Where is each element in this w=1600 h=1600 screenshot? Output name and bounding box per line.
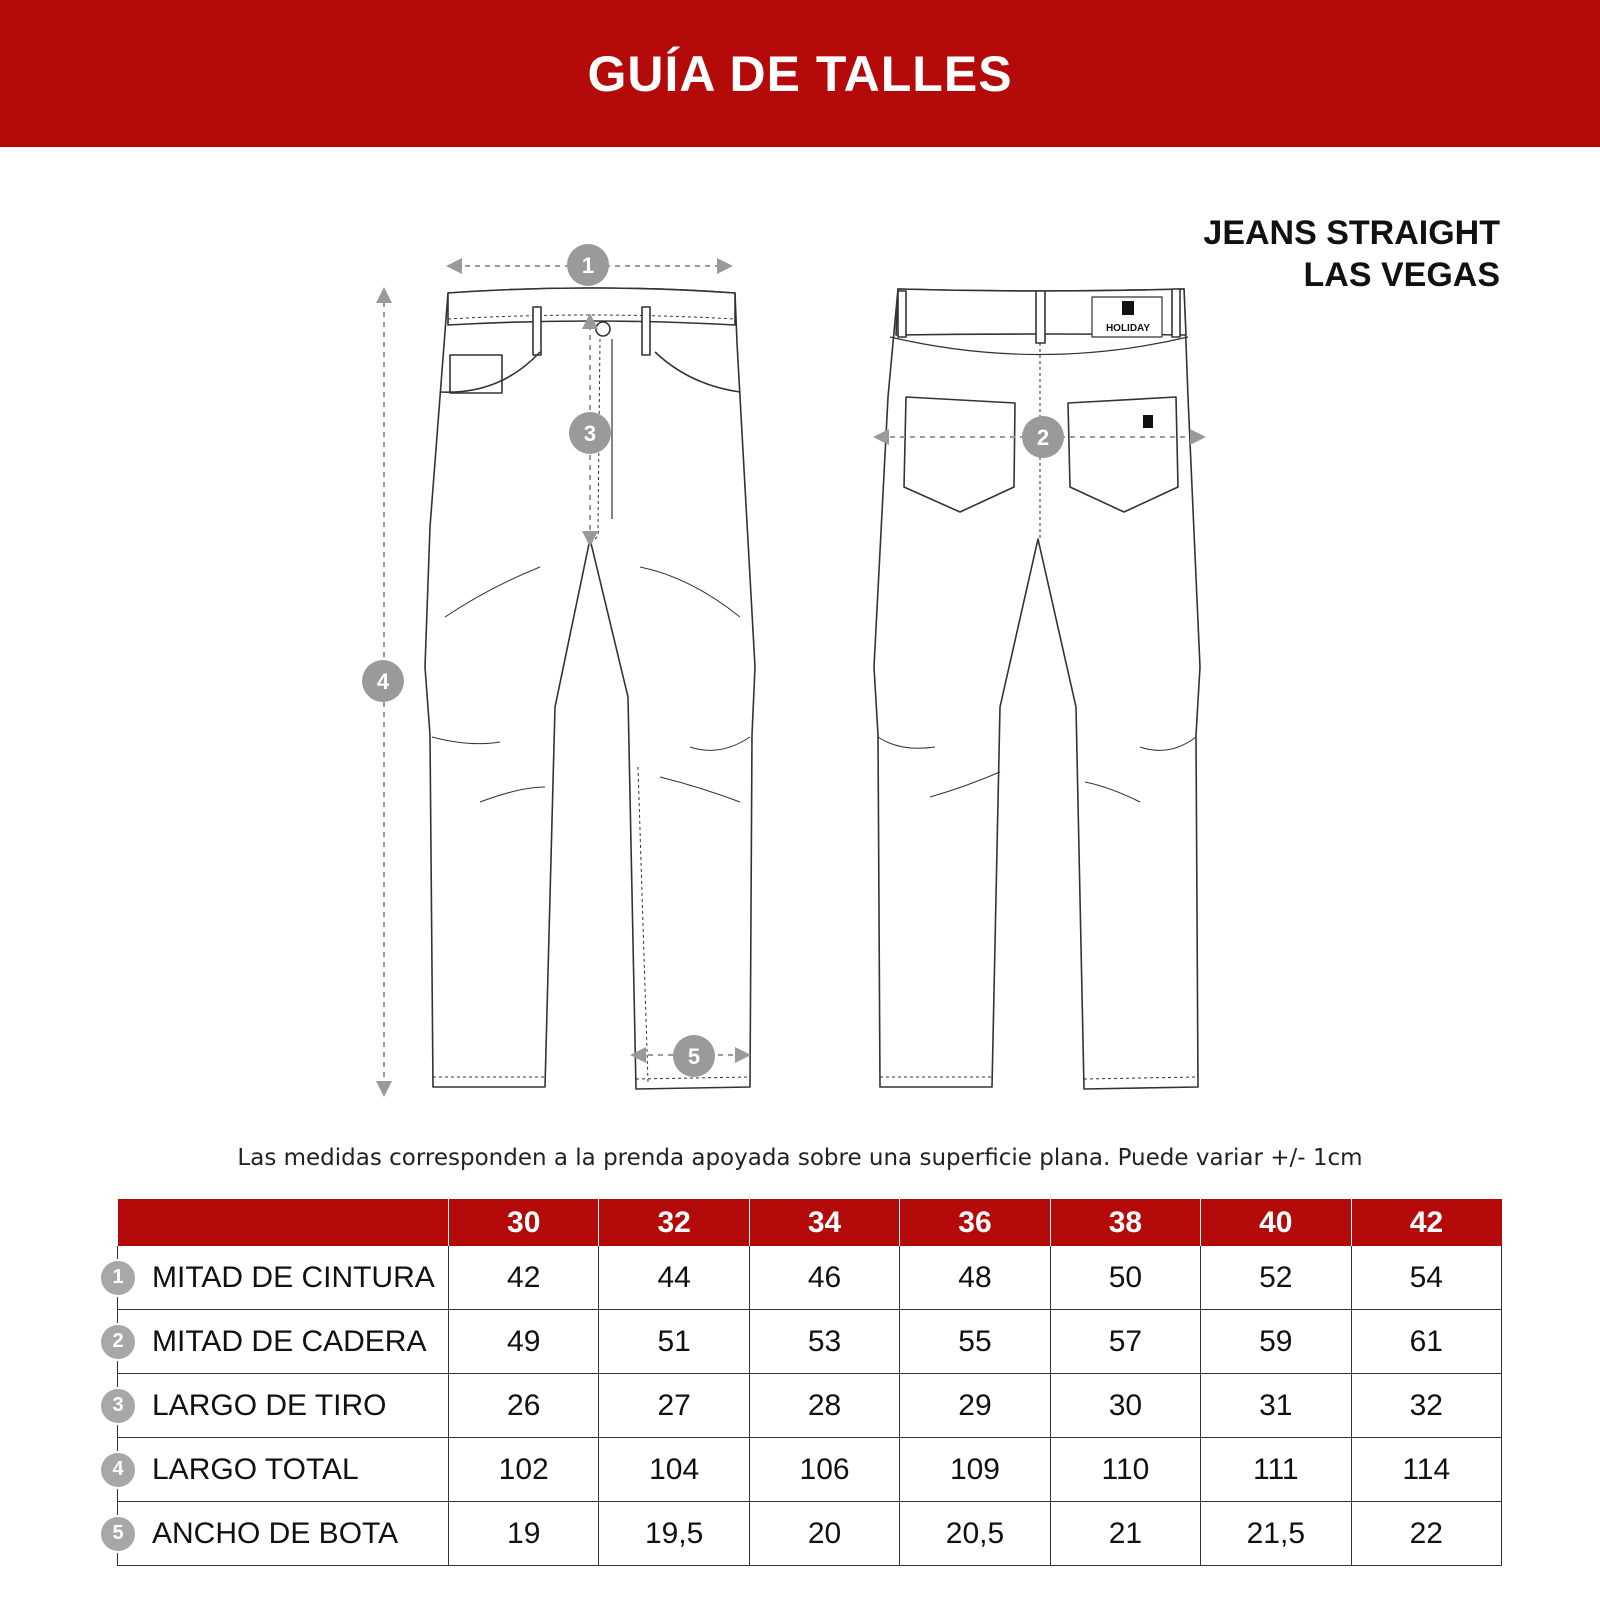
row-number-badge: 5	[99, 1515, 137, 1553]
row-number-badge: 3	[99, 1387, 137, 1425]
jeans-back-view	[874, 289, 1200, 1089]
row-number-badge: 1	[99, 1259, 137, 1297]
size-header-cell: 38	[1050, 1199, 1200, 1246]
table-cell: 46	[749, 1246, 899, 1310]
row-label-text: MITAD DE CINTURA	[152, 1260, 435, 1294]
size-header-corner	[118, 1199, 449, 1246]
table-row	[118, 1502, 1502, 1566]
size-header-cell: 36	[900, 1199, 1050, 1246]
product-line-2: LAS VEGAS	[1303, 256, 1500, 294]
table-cell: 61	[1351, 1310, 1501, 1374]
row-label	[112, 1324, 448, 1359]
table-row	[118, 1310, 1502, 1374]
marker-2-label: 2	[1036, 425, 1050, 450]
size-header-cell: 30	[449, 1199, 599, 1246]
table-cell: 110	[1050, 1438, 1200, 1502]
marker-1-icon	[567, 244, 609, 286]
row-label-text: LARGO DE TIRO	[152, 1388, 387, 1422]
table-cell: 52	[1201, 1246, 1351, 1310]
row-number-badge: 4	[99, 1451, 137, 1489]
marker-4-icon	[362, 660, 404, 702]
header-banner	[0, 0, 1600, 147]
table-cell: 21	[1050, 1502, 1200, 1566]
table-cell: 51	[599, 1310, 749, 1374]
size-header-cell: 40	[1201, 1199, 1351, 1246]
table-cell: 49	[449, 1310, 599, 1374]
table-row	[118, 1246, 1502, 1310]
row-label	[112, 1452, 448, 1487]
table-cell: 32	[1351, 1374, 1501, 1438]
table-cell: 59	[1201, 1310, 1351, 1374]
size-header-cell: 34	[749, 1199, 899, 1246]
table-cell: 20	[749, 1502, 899, 1566]
marker-4-label: 4	[376, 669, 390, 694]
table-cell: 28	[749, 1374, 899, 1438]
marker-3-icon	[569, 412, 611, 454]
row-label-text: MITAD DE CADERA	[152, 1324, 427, 1358]
table-cell: 48	[900, 1246, 1050, 1310]
marker-3-label: 3	[583, 421, 597, 446]
marker-5-icon	[673, 1035, 715, 1077]
table-row	[118, 1374, 1502, 1438]
table-cell: 27	[599, 1374, 749, 1438]
table-cell: 104	[599, 1438, 749, 1502]
table-cell: 21,5	[1201, 1502, 1351, 1566]
measurement-note: Las medidas corresponden a la prenda apoyada sobre una superficie plana. Puede variar +/- 1cm	[237, 1145, 1363, 1171]
table-cell: 44	[599, 1246, 749, 1310]
product-line-1: JEANS STRAIGHT	[1203, 214, 1500, 252]
table-cell: 20,5	[900, 1502, 1050, 1566]
row-number-badge: 2	[99, 1323, 137, 1361]
row-label-text: LARGO TOTAL	[152, 1452, 359, 1486]
table-cell: 50	[1050, 1246, 1200, 1310]
marker-1-label: 1	[581, 253, 595, 278]
table-cell: 111	[1201, 1438, 1351, 1502]
marker-5-label: 5	[687, 1044, 701, 1069]
brand-label: HOLIDAY	[1105, 323, 1151, 334]
table-cell: 53	[749, 1310, 899, 1374]
jeans-diagram	[0, 147, 1600, 1127]
table-cell: 54	[1351, 1246, 1501, 1310]
row-label	[112, 1388, 448, 1423]
table-cell: 19,5	[599, 1502, 749, 1566]
table-cell: 31	[1201, 1374, 1351, 1438]
row-label-text: ANCHO DE BOTA	[152, 1516, 399, 1550]
table-cell: 114	[1351, 1438, 1501, 1502]
size-table	[112, 1199, 1502, 1566]
table-cell: 26	[449, 1374, 599, 1438]
table-cell: 57	[1050, 1310, 1200, 1374]
size-header-row	[118, 1199, 1502, 1246]
table-cell: 109	[900, 1438, 1050, 1502]
table-cell: 102	[449, 1438, 599, 1502]
table-cell: 19	[449, 1502, 599, 1566]
table-cell: 29	[900, 1374, 1050, 1438]
table-cell: 42	[449, 1246, 599, 1310]
page-title: GUÍA DE TALLES	[587, 45, 1013, 102]
table-cell: 22	[1351, 1502, 1501, 1566]
row-label	[112, 1260, 448, 1295]
table-cell: 30	[1050, 1374, 1200, 1438]
table-cell: 55	[900, 1310, 1050, 1374]
row-label	[112, 1516, 448, 1551]
table-cell: 106	[749, 1438, 899, 1502]
size-header-cell: 32	[599, 1199, 749, 1246]
table-row	[118, 1438, 1502, 1502]
size-header-cell: 42	[1351, 1199, 1501, 1246]
marker-2-icon	[1022, 416, 1064, 458]
